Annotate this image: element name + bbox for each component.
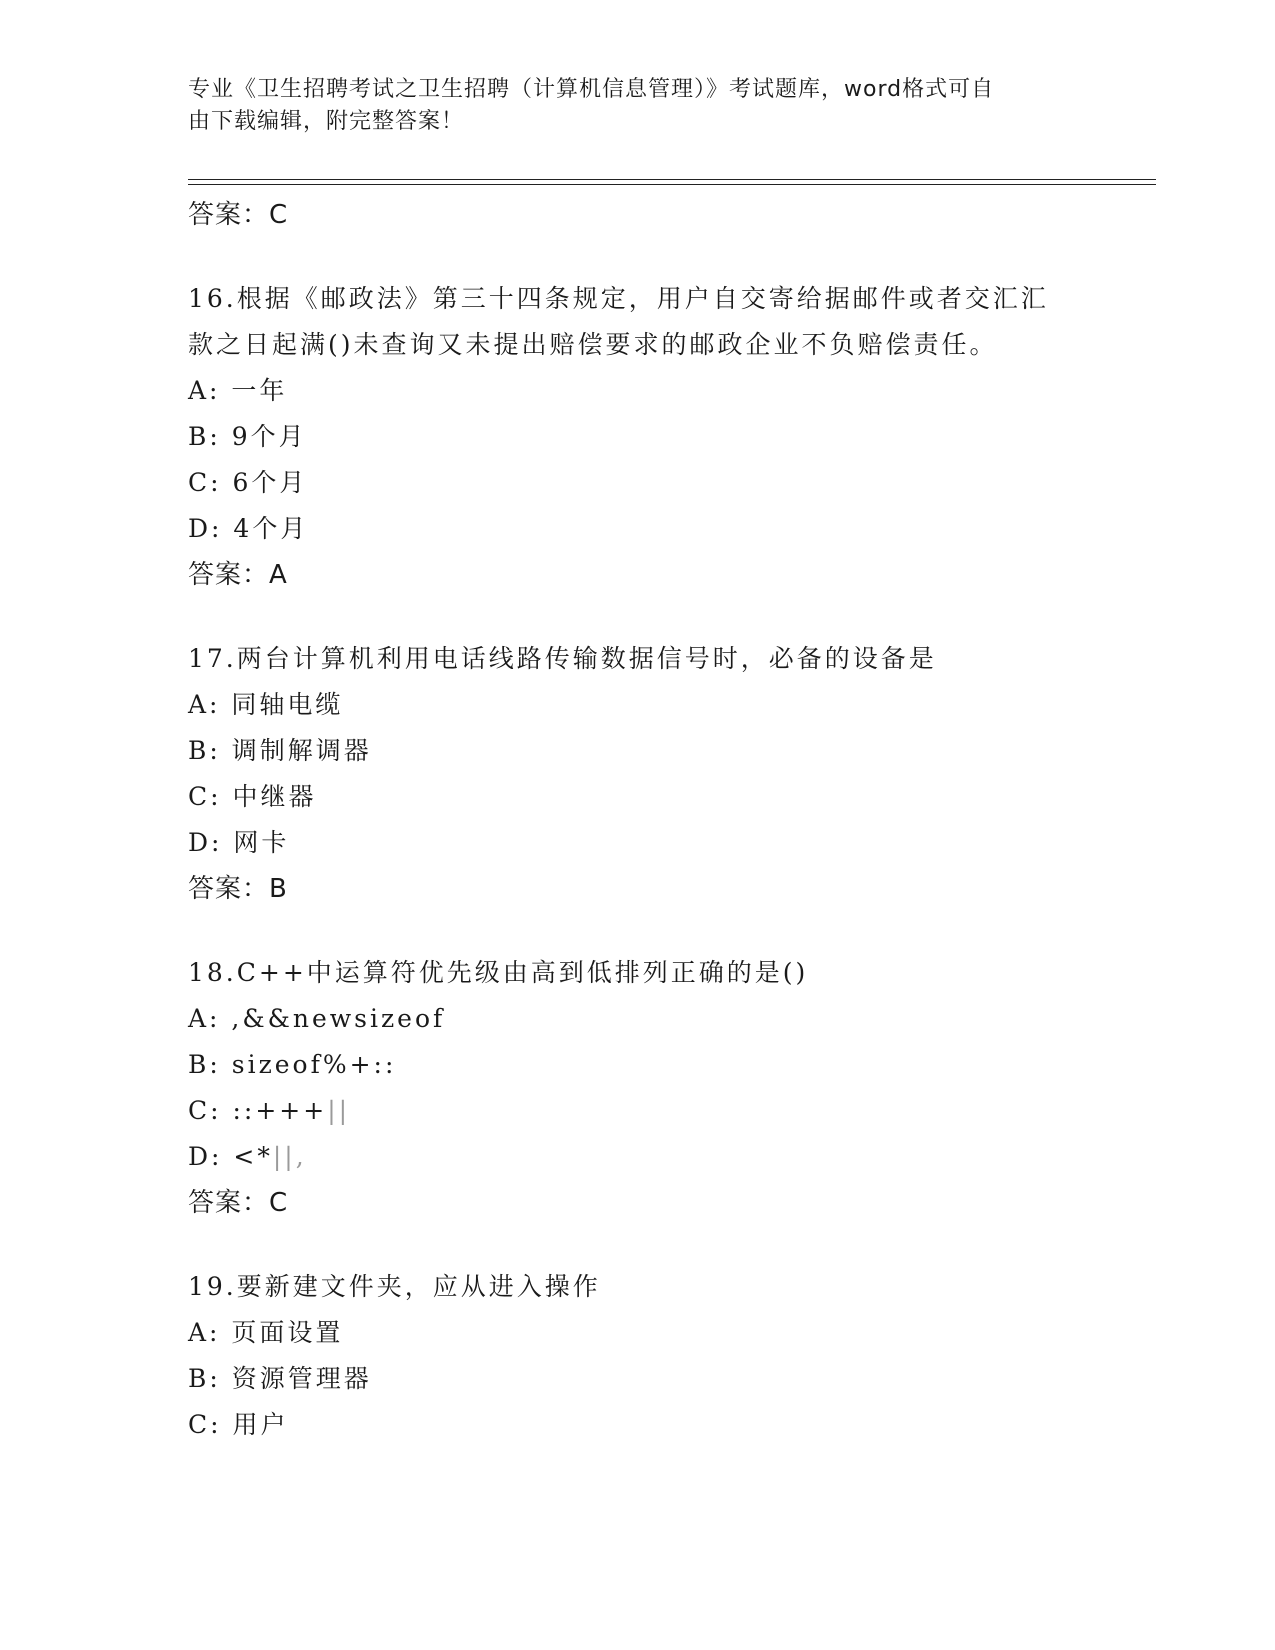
- question-list: [188, 192, 1148, 1448]
- answer-line: 答案：C: [188, 200, 289, 230]
- header-line-1: 专业《卫生招聘考试之卫生招聘（计算机信息管理）》考试题库，word格式可自: [188, 77, 995, 102]
- question-block: [188, 1264, 1148, 1448]
- option-c: C: 中继器: [188, 782, 317, 811]
- option-a: A: ,&&newsizeof: [188, 1004, 446, 1033]
- question-stem: 18.C++中运算符优先级由高到低排列正确的是(): [188, 958, 809, 987]
- option-c-text: C: ::+++: [188, 1096, 328, 1125]
- option-d: D: 4个月: [188, 514, 309, 543]
- option-d-suffix: ||,: [272, 1142, 307, 1171]
- answer-line: 答案：A: [188, 560, 288, 590]
- question-stem: 17.两台计算机利用电话线路传输数据信号时，必备的设备是: [188, 644, 937, 673]
- answer-line: 答案：C: [188, 1188, 289, 1218]
- header-line-2: 由下载编辑，附完整答案！: [188, 109, 465, 134]
- option-b: B: 调制解调器: [188, 736, 372, 765]
- document-header: [188, 74, 1088, 138]
- option-a: A: 一年: [188, 376, 288, 405]
- question-block: [188, 950, 1148, 1226]
- question-block: [188, 636, 1148, 912]
- option-d: [188, 1134, 1148, 1180]
- option-c: C: 用户: [188, 1410, 289, 1439]
- option-c: [188, 1088, 1148, 1134]
- question-stem: 款之日起满()未查询又未提出赔偿要求的邮政企业不负赔偿责任。: [188, 330, 998, 359]
- option-b: B: 9个月: [188, 422, 307, 451]
- option-b: B: sizeof%+::: [188, 1050, 397, 1079]
- header-rule-top: [188, 179, 1156, 180]
- option-a: A: 同轴电缆: [188, 690, 344, 719]
- option-c-suffix: ||: [327, 1096, 351, 1125]
- question-stem: 16.根据《邮政法》第三十四条规定，用户自交寄给据邮件或者交汇汇: [188, 284, 1049, 313]
- option-a: A: 页面设置: [188, 1318, 344, 1347]
- header-rule-bottom: [188, 184, 1156, 185]
- option-d-text: D: <*: [188, 1142, 273, 1171]
- question-stem: 19.要新建文件夹，应从进入操作: [188, 1272, 601, 1301]
- option-d: D: 网卡: [188, 828, 290, 857]
- question-block: [188, 276, 1148, 598]
- option-c: C: 6个月: [188, 468, 308, 497]
- option-b: B: 资源管理器: [188, 1364, 372, 1393]
- answer-line: 答案：B: [188, 874, 288, 904]
